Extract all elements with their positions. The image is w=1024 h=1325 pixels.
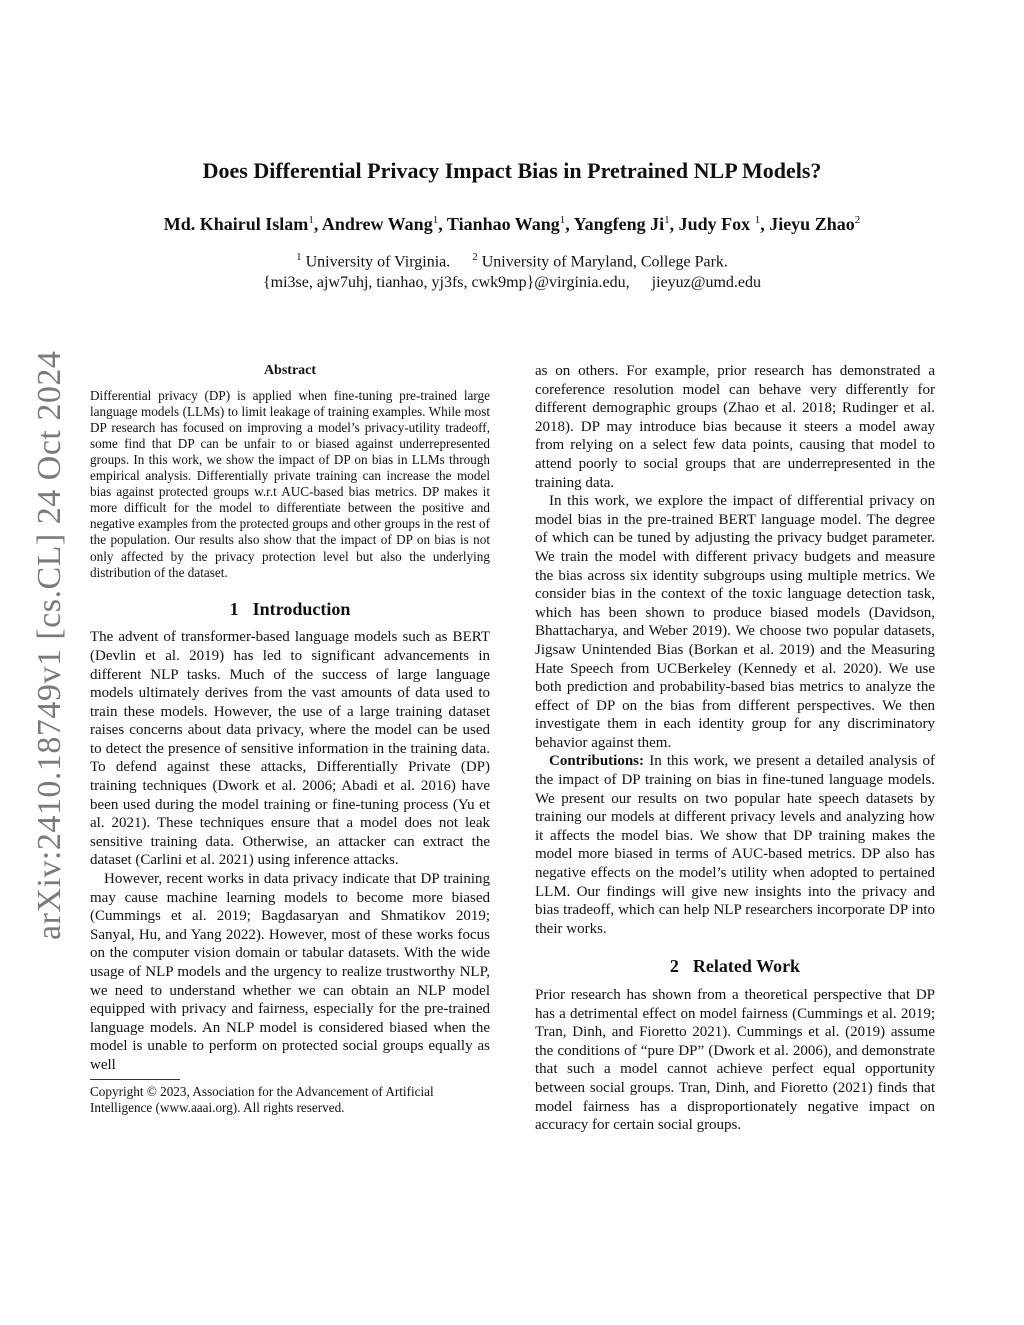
intro-paragraph-2: However, recent works in data privacy indicate that DP training may cause machine learning models to become more biased (Cummings et al. 2019; Bagdasaryan and Shmatikov 2019; Sanyal, Hu, and Yang 2022). However, most of these works focus on the computer vision domain or tabular datasets. With the wide usage of NLP models and the urgency to realize trustworthy NLP, we need to understand whether we can obtain an NLP model equipped with privacy and fairness, especially for the pre-trained language models. An NLP model is considered biased when the model is unable to perform on protected social groups equally as well bbox=[90, 871, 490, 1073]
related-work-paragraph-1: Prior research has shown from a theoretical perspective that DP has a detrimental effect on model fairness (Cummings et al. 2019; Tran, Dinh, and Fioretto 2021). Cummings et al. (2019) assume the conditions of “pure DP” (Dwork et al. 2006), and demonstrate that such a model cannot achieve perfect equal opportunity between social groups. Tran, Dinh, and Fioretto (2021) finds that model fairness has a disproportionately negative impact on accuracy for certain social groups. bbox=[535, 987, 935, 1134]
author-name: Yangfeng Ji bbox=[573, 214, 665, 234]
author-affiliation-mark: 1 bbox=[559, 214, 566, 226]
author-name: Tianhao Wang bbox=[446, 214, 560, 234]
author-list: Md. Khairul Islam$^1$, Andrew Wang$^1$, Tianhao Wang$^1$, Yangfeng Ji$^1$, Judy Fox $^1$, Jieyu Zhao$^2$ bbox=[163, 214, 861, 234]
affiliation-mark: 1 bbox=[296, 251, 302, 263]
author-affiliation-mark: 1 bbox=[432, 214, 439, 226]
author-affiliation-mark: 2 bbox=[854, 214, 861, 226]
contributions-label: Contributions: bbox=[549, 753, 645, 770]
section-heading-related-work bbox=[535, 957, 935, 976]
abstract-heading: Abstract bbox=[263, 363, 317, 378]
section-number: 1 bbox=[229, 598, 239, 619]
intro-paragraph-3: In this work, we explore the impact of differential privacy on model bias in the pre-trained BERT language model. The degree of which can be tuned by adjusting the privacy budget parameter. We train the model with different privacy budgets and measure the bias across six identity subgroups using multiple metrics. We consider bias in the context of the toxic language detection task, which has been shown to produce biased models (Davidson, Bhattacharya, and Weber 2019). We choose two popular datasets, Jigsaw Unintended Bias (Borkan et al. 2019) and the Measuring Hate Speech from UCBerkeley (Kennedy et al. 2020). We use both prediction and probability-based bias metrics to analyze the effect of DP on the bias from different perspectives. We then investigate them in each identity group for any discriminatory behavior against them. bbox=[535, 493, 935, 751]
author-name: Andrew Wang bbox=[321, 214, 433, 234]
footnote-divider bbox=[90, 1079, 180, 1080]
paper-title: Does Differential Privacy Impact Bias in Pretrained NLP Models? bbox=[202, 158, 822, 183]
author-affiliation-mark: 1 bbox=[754, 214, 761, 226]
section-title: Related Work bbox=[692, 956, 801, 977]
right-column bbox=[535, 362, 935, 1135]
section-title: Introduction bbox=[252, 598, 351, 619]
affiliation-virginia: University of Virginia. bbox=[301, 253, 451, 271]
affiliation-mark: 2 bbox=[472, 251, 478, 263]
arxiv-identifier[interactable]: arXiv:2410.18749v1 [cs.CL] 24 Oct 2024 bbox=[31, 350, 68, 940]
author-emails bbox=[90, 272, 934, 293]
author-name: Jieyu Zhao bbox=[769, 214, 855, 234]
copyright-footnote: Copyright © 2023, Association for the Advancement of Artificial Intelligence (www.aaai.org). All rights reserved. bbox=[90, 1083, 434, 1116]
abstract-text: Differential privacy (DP) is applied when fine-tuning pre-trained large language models (LLMs) to limit leakage of training examples. While most DP research has focused on improving a model’s privacy-utility tradeoff, some find that DP can be unfair to or biased against underrepresented groups. In this work, we show the impact of DP on bias in LLMs through empirical analysis. Differentially private training can increase the model bias against protected groups w.r.t AUC-based bias metrics. DP makes it more difficult for the model to differentiate between the positive and negative examples from the protected groups and other groups in the rest of the population. Our results also show that the impact of DP on bias is not only affected by the privacy protection level but also the underlying distribution of the dataset. bbox=[90, 387, 490, 580]
author-name: Md. Khairul Islam bbox=[163, 214, 309, 234]
author-affiliation-mark: 1 bbox=[664, 214, 670, 226]
section-heading-introduction bbox=[90, 600, 490, 619]
email-umd: jieyuz@umd.edu bbox=[651, 274, 761, 292]
contributions-paragraph bbox=[535, 752, 935, 938]
affiliation-maryland: University of Maryland, College Park. bbox=[477, 253, 728, 271]
section-number: 2 bbox=[669, 956, 679, 977]
author-name: Judy Fox bbox=[678, 214, 755, 234]
affiliations bbox=[90, 247, 934, 293]
left-column bbox=[90, 362, 490, 1117]
contributions-text: In this work, we present a detailed analysis of the impact of DP training on bias in fine-tuned language models. We present our results on two popular hate speech datasets by training our models at different privacy levels and analyzing how it affects the model bias. We show that DP training makes the model more biased in terms of AUC-based metrics. DP also has negative effects on the model’s utility when adopted to pertained LLM. Our findings will give new insights into the privacy and bias tradeoff, which can help NLP researchers incorporate DP into their works. bbox=[535, 753, 935, 937]
author-affiliation-mark: 1 bbox=[308, 214, 314, 226]
intro-paragraph-1: The advent of transformer-based language models such as BERT (Devlin et al. 2019) has led to significant advancements in different NLP tasks. Much of the success of large language models ultimately derives from the vast amounts of data used to train these models. However, the use of a large training dataset raises concerns about data privacy, where the model can be used to detect the presence of sensitive information in the training data. To defend against these attacks, Differentially Private (DP) training techniques (Dwork et al. 2006; Abadi et al. 2016) have been used during the model training or fine-tuning process (Yu et al. 2021). These techniques ensure that a model does not leak sensitive training data. Otherwise, an attacker can extract the dataset (Carlini et al. 2021) using inference attacks. bbox=[90, 629, 490, 869]
email-virginia: {mi3se, ajw7uhj, tianhao, yj3fs, cwk9mp}@virginia.edu, bbox=[262, 274, 630, 292]
intro-paragraph-2-continued: as on others. For example, prior research has demonstrated a coreference resolution model can behave very differently for different demographic groups (Zhao et al. 2018; Rudinger et al. 2018). DP may introduce bias because it steers a model away from relying on a select few data points, causing that model to attend poorly to social groups that are underrepresented in the training data. bbox=[535, 363, 935, 491]
